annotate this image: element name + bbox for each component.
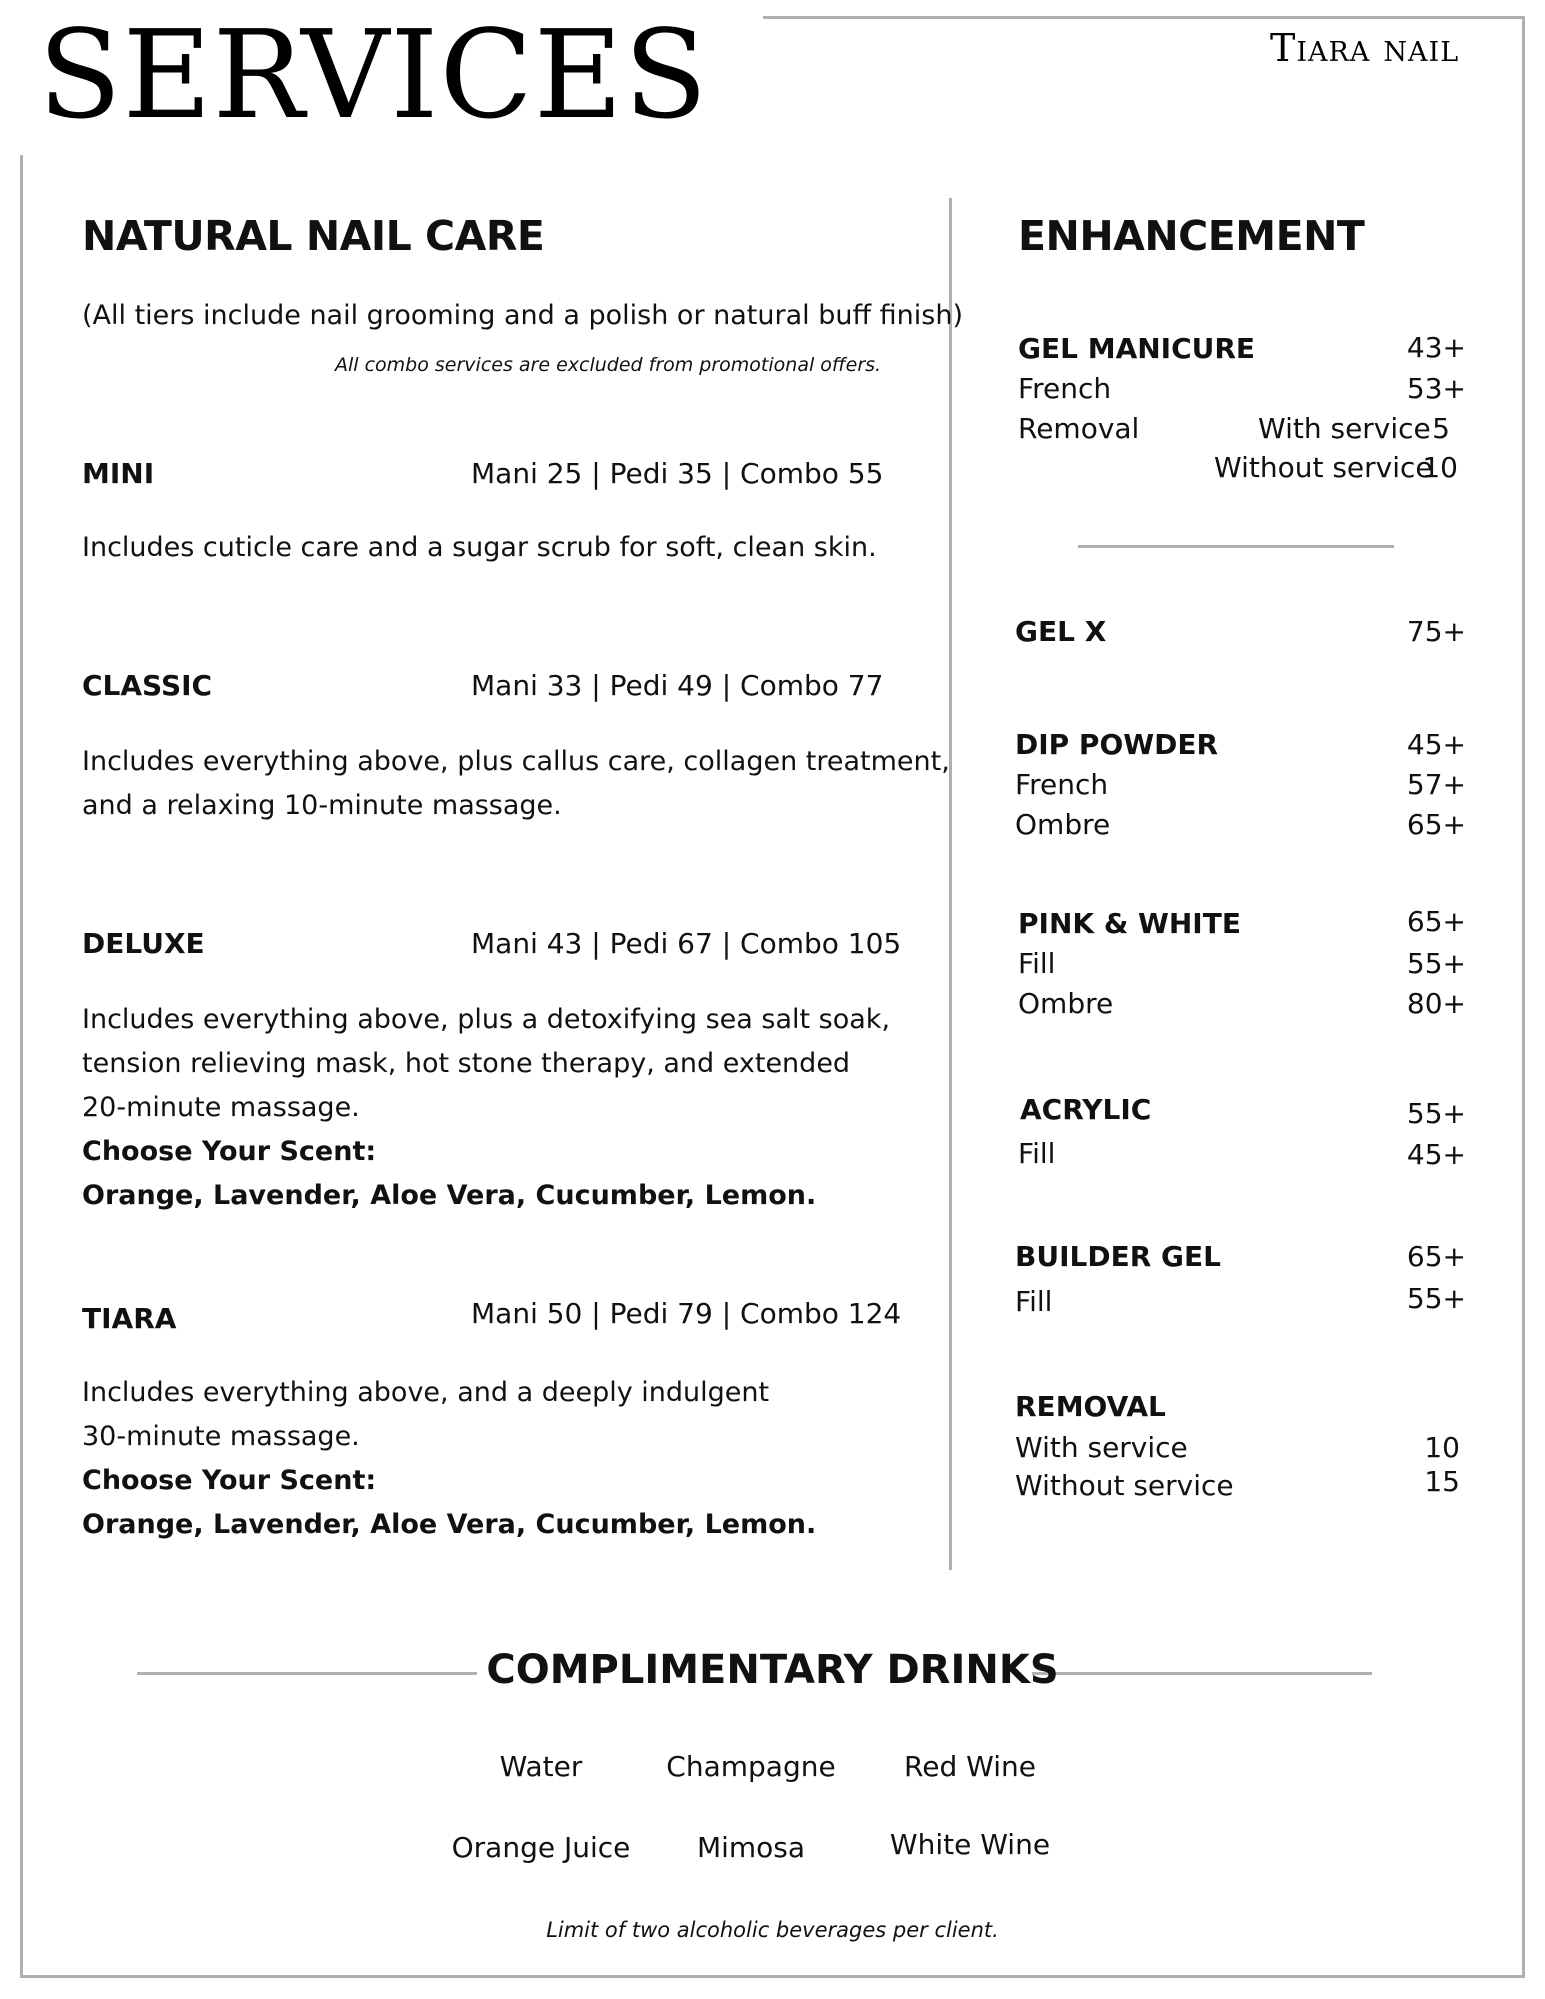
pink-white-price: 65+ <box>1406 905 1466 938</box>
gel-manicure-with-service: With service <box>1258 412 1431 445</box>
drink-item: Water <box>499 1750 583 1783</box>
description-line: Includes everything above, and a deeply indulgent <box>82 1377 770 1408</box>
natural-nail-care-subtitle: (All tiers include nail grooming and a polish or natural buff finish) <box>82 300 963 331</box>
acrylic-fill: Fill <box>1018 1137 1056 1170</box>
gel-manicure-removal: Removal <box>1018 412 1140 445</box>
drink-item: Red Wine <box>904 1750 1036 1783</box>
dip-powder-ombre: Ombre <box>1015 808 1111 841</box>
tier-description-tiara <box>82 1371 816 1547</box>
builder-gel-fill: Fill <box>1015 1285 1053 1318</box>
combo-promo-note: All combo services are excluded from promotional offers. <box>335 354 882 376</box>
tier-name-tiara: TIARA <box>82 1302 177 1335</box>
dip-powder-french: French <box>1015 768 1109 801</box>
dip-powder-price: 45+ <box>1406 728 1466 761</box>
drink-item: White Wine <box>889 1828 1051 1861</box>
removal-with-service: With service <box>1015 1431 1188 1464</box>
description-line: Includes cuticle care and a sugar scrub for soft, clean skin. <box>82 532 877 563</box>
gel-manicure-french-price: 53+ <box>1406 372 1466 405</box>
gel-manicure-with-service-price: 5 <box>1432 412 1450 445</box>
scent-options: Orange, Lavender, Aloe Vera, Cucumber, Lemon. <box>82 1180 817 1211</box>
description-line: and a relaxing 10-minute massage. <box>82 790 562 821</box>
removal-name: REMOVAL <box>1015 1390 1166 1423</box>
drink-item: Orange Juice <box>451 1831 631 1864</box>
builder-gel-name: BUILDER GEL <box>1015 1240 1221 1273</box>
pink-white-fill-price: 55+ <box>1406 947 1466 980</box>
gel-x-name: GEL X <box>1015 615 1107 648</box>
gel-manicure-french: French <box>1018 372 1112 405</box>
column-divider <box>949 198 952 1570</box>
tier-name-deluxe: DELUXE <box>82 927 205 960</box>
dip-powder-ombre-price: 65+ <box>1406 808 1466 841</box>
tier-description-mini <box>82 526 877 570</box>
tier-prices-classic: Mani 33 | Pedi 49 | Combo 77 <box>471 669 884 702</box>
brand-logo-text: Tiara nail <box>1270 26 1460 70</box>
frame-bottom-border <box>20 1975 1525 1978</box>
tier-name-classic: CLASSIC <box>82 669 213 702</box>
gel-manicure-price: 43+ <box>1406 331 1466 364</box>
natural-nail-care-heading: NATURAL NAIL CARE <box>82 212 545 260</box>
gel-manicure-name: GEL MANICURE <box>1018 332 1256 365</box>
alcohol-limit-note: Limit of two alcoholic beverages per client. <box>546 1918 999 1942</box>
enhancement-heading: ENHANCEMENT <box>1018 212 1365 260</box>
enhancement-divider <box>1078 545 1394 548</box>
dip-powder-name: DIP POWDER <box>1015 728 1219 761</box>
scent-label: Choose Your Scent: <box>82 1136 377 1167</box>
tier-prices-mini: Mani 25 | Pedi 35 | Combo 55 <box>471 457 884 490</box>
description-line: Includes everything above, plus a detoxifying sea salt soak, <box>82 1004 891 1035</box>
tier-description-deluxe <box>82 998 890 1218</box>
scent-label: Choose Your Scent: <box>82 1465 377 1496</box>
tier-name-mini: MINI <box>82 457 155 490</box>
drink-item: Champagne <box>666 1750 836 1783</box>
page-title: SERVICES <box>38 4 709 146</box>
frame-top-border <box>763 16 1525 19</box>
description-line: tension relieving mask, hot stone therapy, and extended <box>82 1048 851 1079</box>
acrylic-price: 55+ <box>1406 1097 1466 1130</box>
acrylic-fill-price: 45+ <box>1406 1138 1466 1171</box>
tier-prices-deluxe: Mani 43 | Pedi 67 | Combo 105 <box>471 927 902 960</box>
description-line: 30-minute massage. <box>82 1421 360 1452</box>
pink-white-name: PINK & WHITE <box>1018 907 1241 940</box>
gel-x-price: 75+ <box>1406 615 1466 648</box>
gel-manicure-without-service-price: 10 <box>1422 451 1458 484</box>
scent-options: Orange, Lavender, Aloe Vera, Cucumber, Lemon. <box>82 1509 817 1540</box>
dip-powder-french-price: 57+ <box>1406 768 1466 801</box>
description-line: Includes everything above, plus callus care, collagen treatment, <box>82 746 950 777</box>
builder-gel-price: 65+ <box>1406 1240 1466 1273</box>
removal-without-service-price: 15 <box>1424 1465 1460 1498</box>
acrylic-name: ACRYLIC <box>1020 1093 1152 1126</box>
tier-description-classic <box>82 740 950 828</box>
gel-manicure-without-service: Without service <box>1214 451 1433 484</box>
pink-white-fill: Fill <box>1018 947 1056 980</box>
pink-white-ombre: Ombre <box>1018 987 1114 1020</box>
complimentary-drinks-heading: COMPLIMENTARY DRINKS <box>486 1647 1059 1693</box>
removal-without-service: Without service <box>1015 1469 1234 1502</box>
drink-item: Mimosa <box>696 1831 806 1864</box>
frame-left-border <box>20 155 23 1978</box>
pink-white-ombre-price: 80+ <box>1406 987 1466 1020</box>
description-line: 20-minute massage. <box>82 1092 360 1123</box>
removal-with-service-price: 10 <box>1424 1431 1460 1464</box>
builder-gel-fill-price: 55+ <box>1406 1282 1466 1315</box>
tier-prices-tiara: Mani 50 | Pedi 79 | Combo 124 <box>471 1297 902 1330</box>
